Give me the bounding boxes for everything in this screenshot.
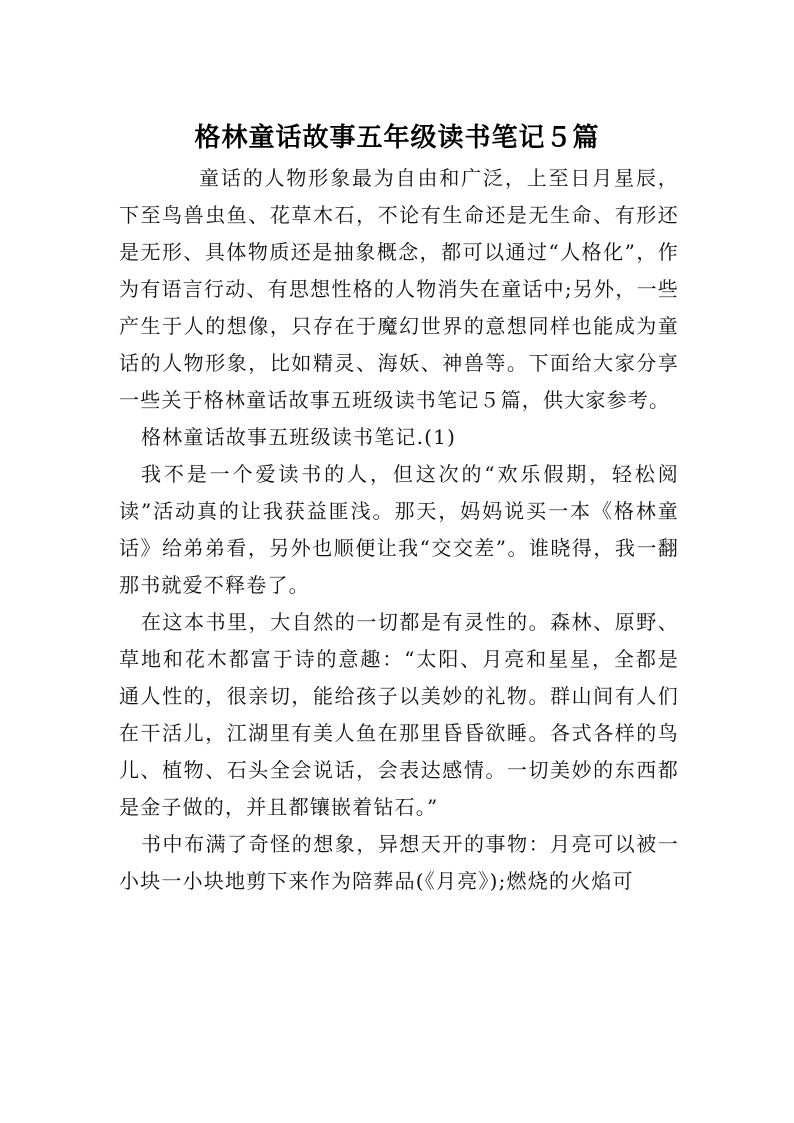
page-title: 格林童话故事五年级读书笔记５篇: [194, 123, 600, 154]
body-paragraph: 在这本书里，大自然的一切都是有灵性的。森林、原野、草地和花木都富于诗的意趣：“太阳、月亮和星星，全都是通人性的，很亲切，能给孩子以美妙的礼物。群山间有人们在干活儿，江湖里有美人鱼在那里昏昏欲睡。各式各样的鸟儿、植物、石头全会说话，会表达感情。一切美妙的东西都是金子做的，并且都镶嵌着钻石。”: [119, 610, 679, 819]
body-paragraph: 我不是一个爱读书的人，但这次的“欢乐假期，轻松阅读”活动真的让我获益匪浅。那天，妈妈说买一本《格林童话》给弟弟看，另外也顺便让我“交交差”。谁晓得，我一翻那书就爱不释卷了。: [119, 462, 679, 597]
intro-paragraph: 童话的人物形象最为自由和广泛，上至日月星辰，下至鸟兽虫鱼、花草木石，不论有生命还是无生命、有形还是无形、具体物质还是抽象概念，都可以通过“人格化”，作为有语言行动、有思想性格的人物消失在童话中;另外，一些产生于人的想像，只存在于魔幻世界的意想同样也能成为童话的人物形象，比如精灵、海妖、神兽等。下面给大家分享一些关于格林童话故事五班级读书笔记５篇，供大家参考。: [119, 166, 679, 412]
section-heading: 格林童话故事五班级读书笔记.(1): [141, 425, 457, 449]
document-body: [119, 160, 679, 900]
body-paragraph: 书中布满了奇怪的想象，异想天开的事物：月亮可以被一小块一小块地剪下来作为陪葬品(《月亮》);燃烧的火焰可: [119, 832, 679, 893]
